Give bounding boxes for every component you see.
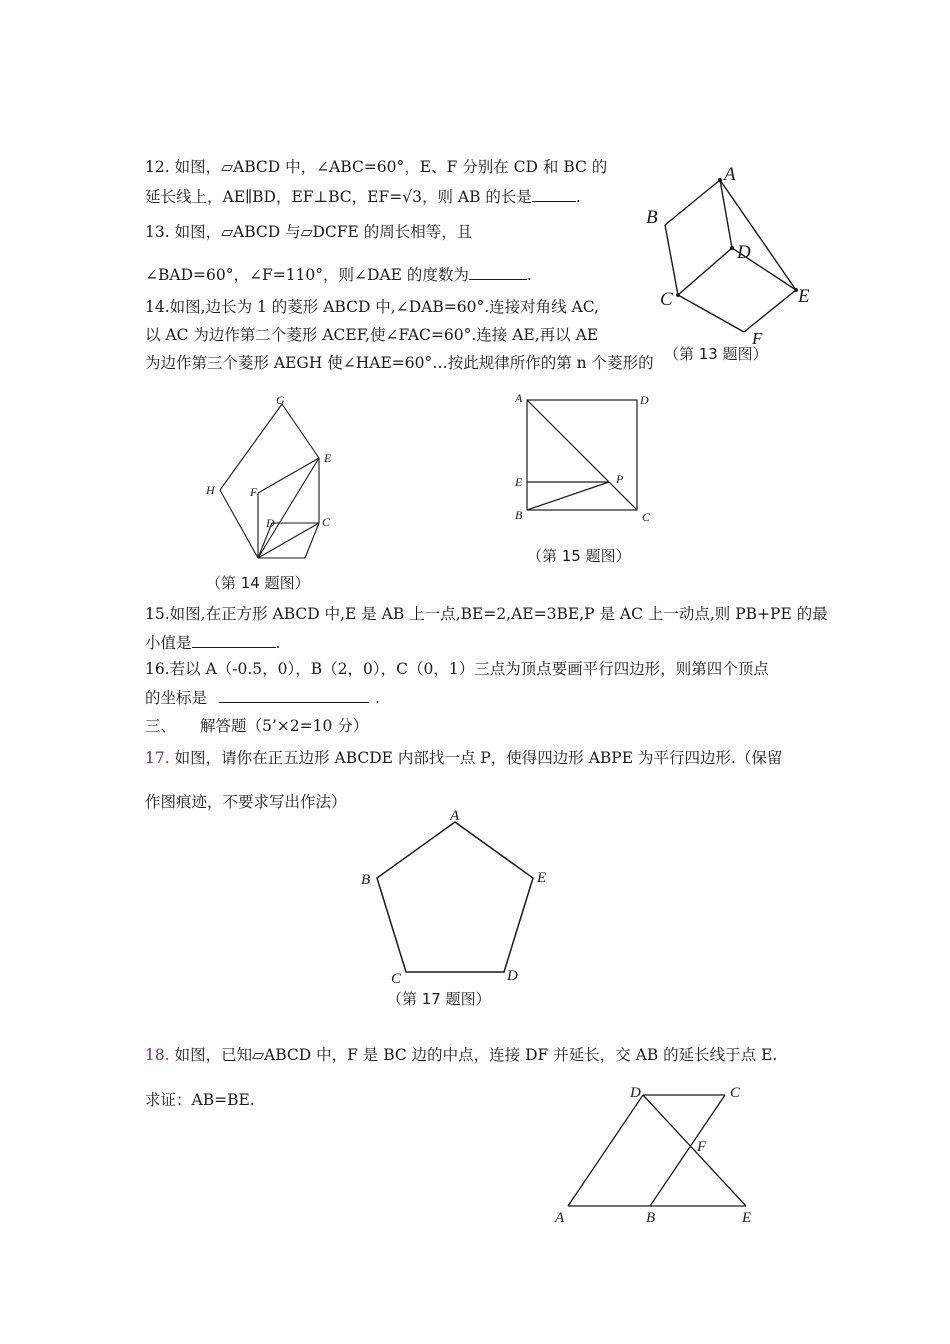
figure-13	[640, 160, 820, 350]
fig18-label-a: A	[555, 1210, 565, 1226]
fig13-edge-ae	[720, 180, 796, 290]
fig13-label-e: E	[798, 286, 810, 307]
figure-17	[355, 800, 565, 987]
figure-18	[550, 1075, 780, 1235]
q13-answer-blank[interactable]	[469, 265, 527, 280]
fig17-label-b: B	[361, 872, 371, 888]
q15-line2-text: 小值是	[145, 634, 192, 652]
fig13-label-b: B	[646, 207, 658, 228]
section3-title: 解答题（5’×2=10 分）	[200, 717, 369, 735]
fig14-label-h: H	[206, 483, 215, 497]
section3-heading	[145, 716, 368, 736]
fig15-label-p: P	[616, 472, 624, 486]
fig13-edge-ad	[720, 180, 732, 248]
fig14-label-e: E	[324, 451, 332, 465]
q16-line1: 16.若以 A（-0.5，0），B（2，0），C（0，1）三点为顶点要画平行四边形，则第四个顶点	[145, 660, 769, 678]
q15-caption: （第 15 题图）	[527, 547, 631, 565]
fig14-label-f: F	[250, 485, 258, 499]
q13-line2-text: ∠BAD=60°，∠F=110°，则∠DAE 的度数为	[145, 266, 469, 284]
q12-line1: 12. 如图，▱ABCD 中，∠ABC=60°，E、F 分别在 CD 和 BC 的	[145, 158, 608, 176]
q15-line2-end: .	[275, 634, 281, 652]
q13-line2	[145, 265, 532, 285]
q13-caption: （第 13 题图）	[664, 345, 768, 363]
q17-line1	[145, 748, 782, 768]
fig13-edge-cf	[678, 295, 744, 332]
q14-caption: （第 14 题图）	[206, 574, 310, 592]
fig18-edge-ad	[568, 1095, 643, 1206]
fig18-edge-de	[643, 1095, 746, 1206]
fig13-label-d: D	[737, 242, 751, 263]
fig15-label-a: A	[515, 391, 523, 405]
q16-answer-blank[interactable]	[219, 688, 369, 703]
fig18-label-b: B	[646, 1210, 656, 1226]
fig18-edge-bc	[650, 1095, 725, 1206]
fig18-label-e: E	[742, 1210, 752, 1226]
q17-number: 17.	[145, 749, 170, 767]
q15-line2	[145, 633, 280, 653]
fig18-label-c: C	[730, 1085, 741, 1101]
q13-line2-end: .	[526, 266, 532, 284]
q16-line2-end: .	[375, 689, 380, 707]
q14-line2: 以 AC 为边作第二个菱形 ACEF,使∠FAC=60°.连接 AE,再以 AE	[145, 326, 599, 344]
fig14-label-d: D	[266, 516, 275, 530]
fig15-label-e: E	[515, 475, 523, 489]
fig15-label-c: C	[642, 510, 651, 524]
fig14-label-g: G	[276, 393, 285, 407]
q12-answer-blank[interactable]	[532, 187, 576, 202]
fig17-label-d: D	[507, 968, 518, 984]
q16-line2	[145, 688, 380, 708]
q12-line2-text: 延长线上，AE∥BD，EF⊥BC，EF=√3，则 AB 的长是	[145, 188, 532, 206]
q18-line1-text: 如图，已知▱ABCD 中，F 是 BC 边的中点，连接 DF 并延长，交 AB 的延长线于点 E.	[174, 1046, 778, 1064]
q17-caption: （第 17 题图）	[387, 990, 491, 1008]
fig15-segment-bp	[527, 482, 609, 510]
section3-label: 三、	[145, 717, 177, 735]
fig17-label-c: C	[391, 971, 402, 987]
q15-answer-blank[interactable]	[192, 633, 276, 648]
q12-line2	[145, 187, 581, 207]
q17-line1-text: 如图，请你在正五边形 ABCDE 内部找一点 P，使得四边形 ABPE 为平行四边形.（保留	[174, 749, 783, 767]
q18-number: 18.	[145, 1046, 170, 1064]
fig17-label-a: A	[450, 808, 460, 824]
fig13-label-a: A	[724, 164, 736, 185]
fig15-label-d: D	[640, 393, 649, 407]
q18-line2: 求证：AB=BE.	[145, 1091, 255, 1109]
figure-15	[508, 390, 668, 530]
q17-line2: 作图痕迹，不要求写出作法）	[145, 793, 347, 811]
fig13-edge-ab	[665, 180, 720, 225]
fig13-label-f: F	[752, 329, 763, 348]
fig17-label-e: E	[537, 870, 547, 886]
figure-14	[200, 390, 340, 565]
fig15-diagonal-ac	[527, 400, 637, 510]
fig14-label-c: C	[322, 515, 331, 529]
fig13-label-c: C	[660, 289, 673, 310]
q12-line2-end: .	[575, 188, 581, 206]
fig15-label-b: B	[515, 508, 523, 522]
fig17-pentagon	[377, 822, 533, 972]
q14-line1: 14.如图,边长为 1 的菱形 ABCD 中,∠DAB=60°.连接对角线 AC,	[145, 298, 599, 316]
fig13-edge-bc	[665, 225, 678, 295]
q14-line3: 为边作第三个菱形 AEGH 使∠HAE=60°…按此规律所作的第 n 个菱形的	[145, 354, 654, 372]
fig18-label-d: D	[630, 1085, 641, 1101]
fig13-edge-cd	[678, 248, 732, 295]
q13-line1: 13. 如图，▱ABCD 与▱DCFE 的周长相等，且	[145, 223, 473, 241]
fig18-label-f: F	[697, 1139, 707, 1155]
q16-line2-text: 的坐标是	[145, 689, 208, 707]
q18-line1	[145, 1045, 777, 1065]
q15-line1: 15.如图,在正方形 ABCD 中,E 是 AB 上一点,BE=2,AE=3BE,P 是 AC 上一动点,则 PB+PE 的最	[145, 605, 828, 623]
fig13-edge-fe	[744, 290, 796, 332]
